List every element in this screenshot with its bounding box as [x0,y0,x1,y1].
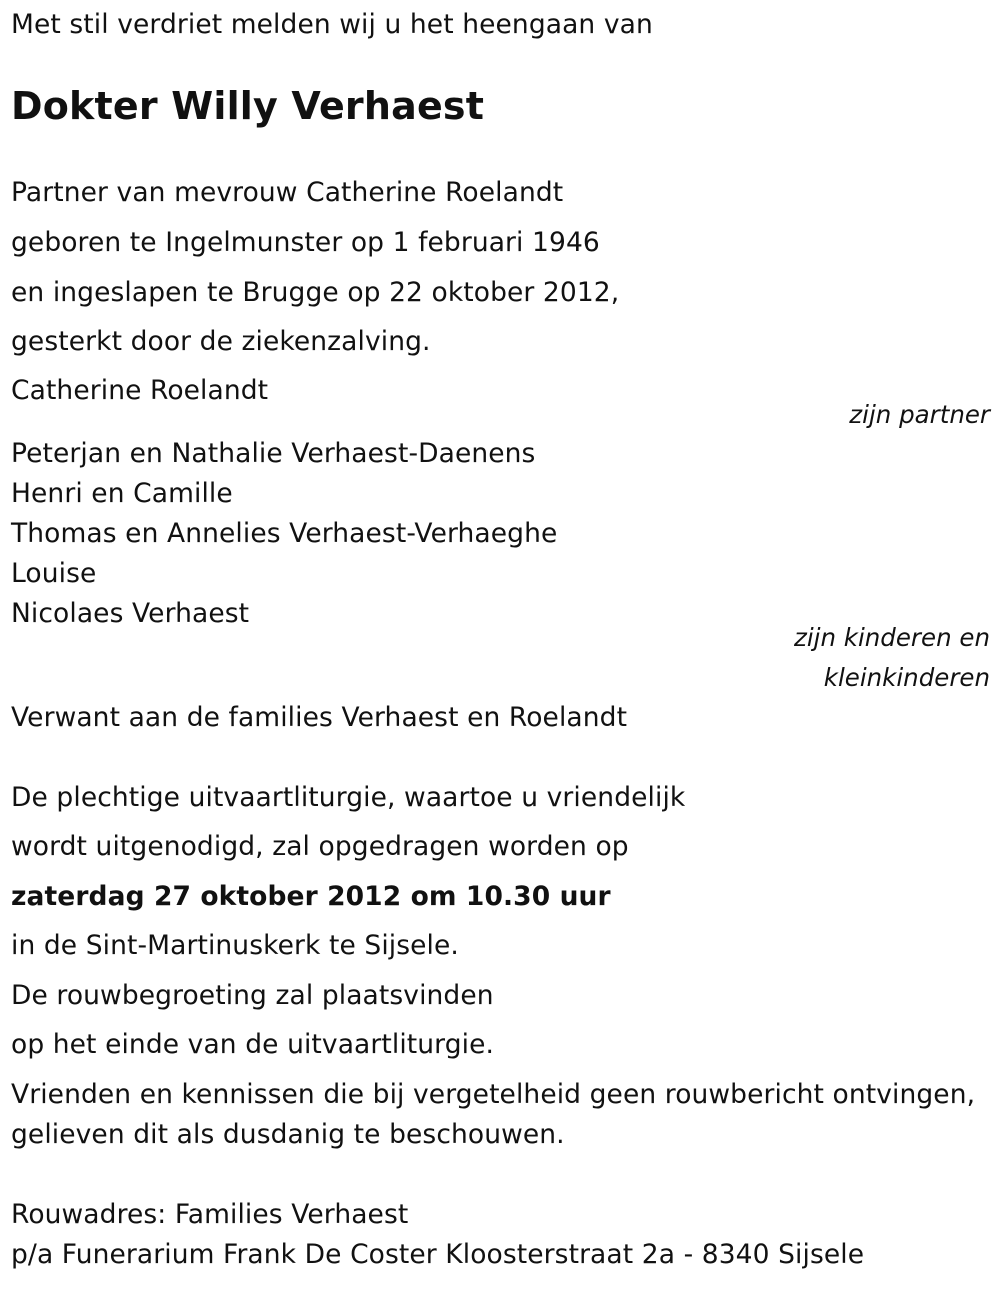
detail-partner: Partner van mevrouw Catherine Roelandt [11,177,564,208]
condolence-line-1: De rouwbegroeting zal plaatsvinden [11,980,494,1011]
child-name-5: Nicolaes Verhaest [11,598,250,629]
address-line-2: p/a Funerarium Frank De Coster Kloosterstraat 2a - 8340 Sijsele [11,1239,865,1270]
address-line-1: Rouwadres: Families Verhaest [11,1199,409,1230]
partner-role: zijn partner [849,400,990,429]
ceremony-line-2: wordt uitgenodigd, zal opgedragen worden op [11,831,629,862]
detail-sacrament: gesterkt door de ziekenzalving. [11,326,431,357]
children-role-line1: zijn kinderen en [794,623,990,652]
ceremony-location: in de Sint-Martinuskerk te Sijsele. [11,930,459,961]
intro-text: Met stil verdriet melden wij u het heengaan van [11,9,653,40]
child-name-4: Louise [11,558,97,589]
ceremony-line-1: De plechtige uitvaartliturgie, waartoe u vriendelijk [11,782,686,813]
partner-name: Catherine Roelandt [11,375,269,406]
ceremony-date-time: zaterdag 27 oktober 2012 om 10.30 uur [11,881,611,912]
notice-line-2: gelieven dit als dusdanig te beschouwen. [11,1119,565,1150]
children-role-line2: kleinkinderen [823,663,990,692]
condolence-line-2: op het einde van de uitvaartliturgie. [11,1029,495,1060]
deceased-name: Dokter Willy Verhaest [11,84,485,128]
notice-line-1: Vrienden en kennissen die bij vergetelheid geen rouwbericht ontvingen, [11,1079,976,1110]
child-name-1: Peterjan en Nathalie Verhaest-Daenens [11,438,536,469]
detail-died: en ingeslapen te Brugge op 22 oktober 2012, [11,277,620,308]
detail-born: geboren te Ingelmunster op 1 februari 1946 [11,227,600,258]
child-name-3: Thomas en Annelies Verhaest-Verhaeghe [11,518,558,549]
child-name-2: Henri en Camille [11,478,233,509]
families-text: Verwant aan de families Verhaest en Roelandt [11,702,628,733]
